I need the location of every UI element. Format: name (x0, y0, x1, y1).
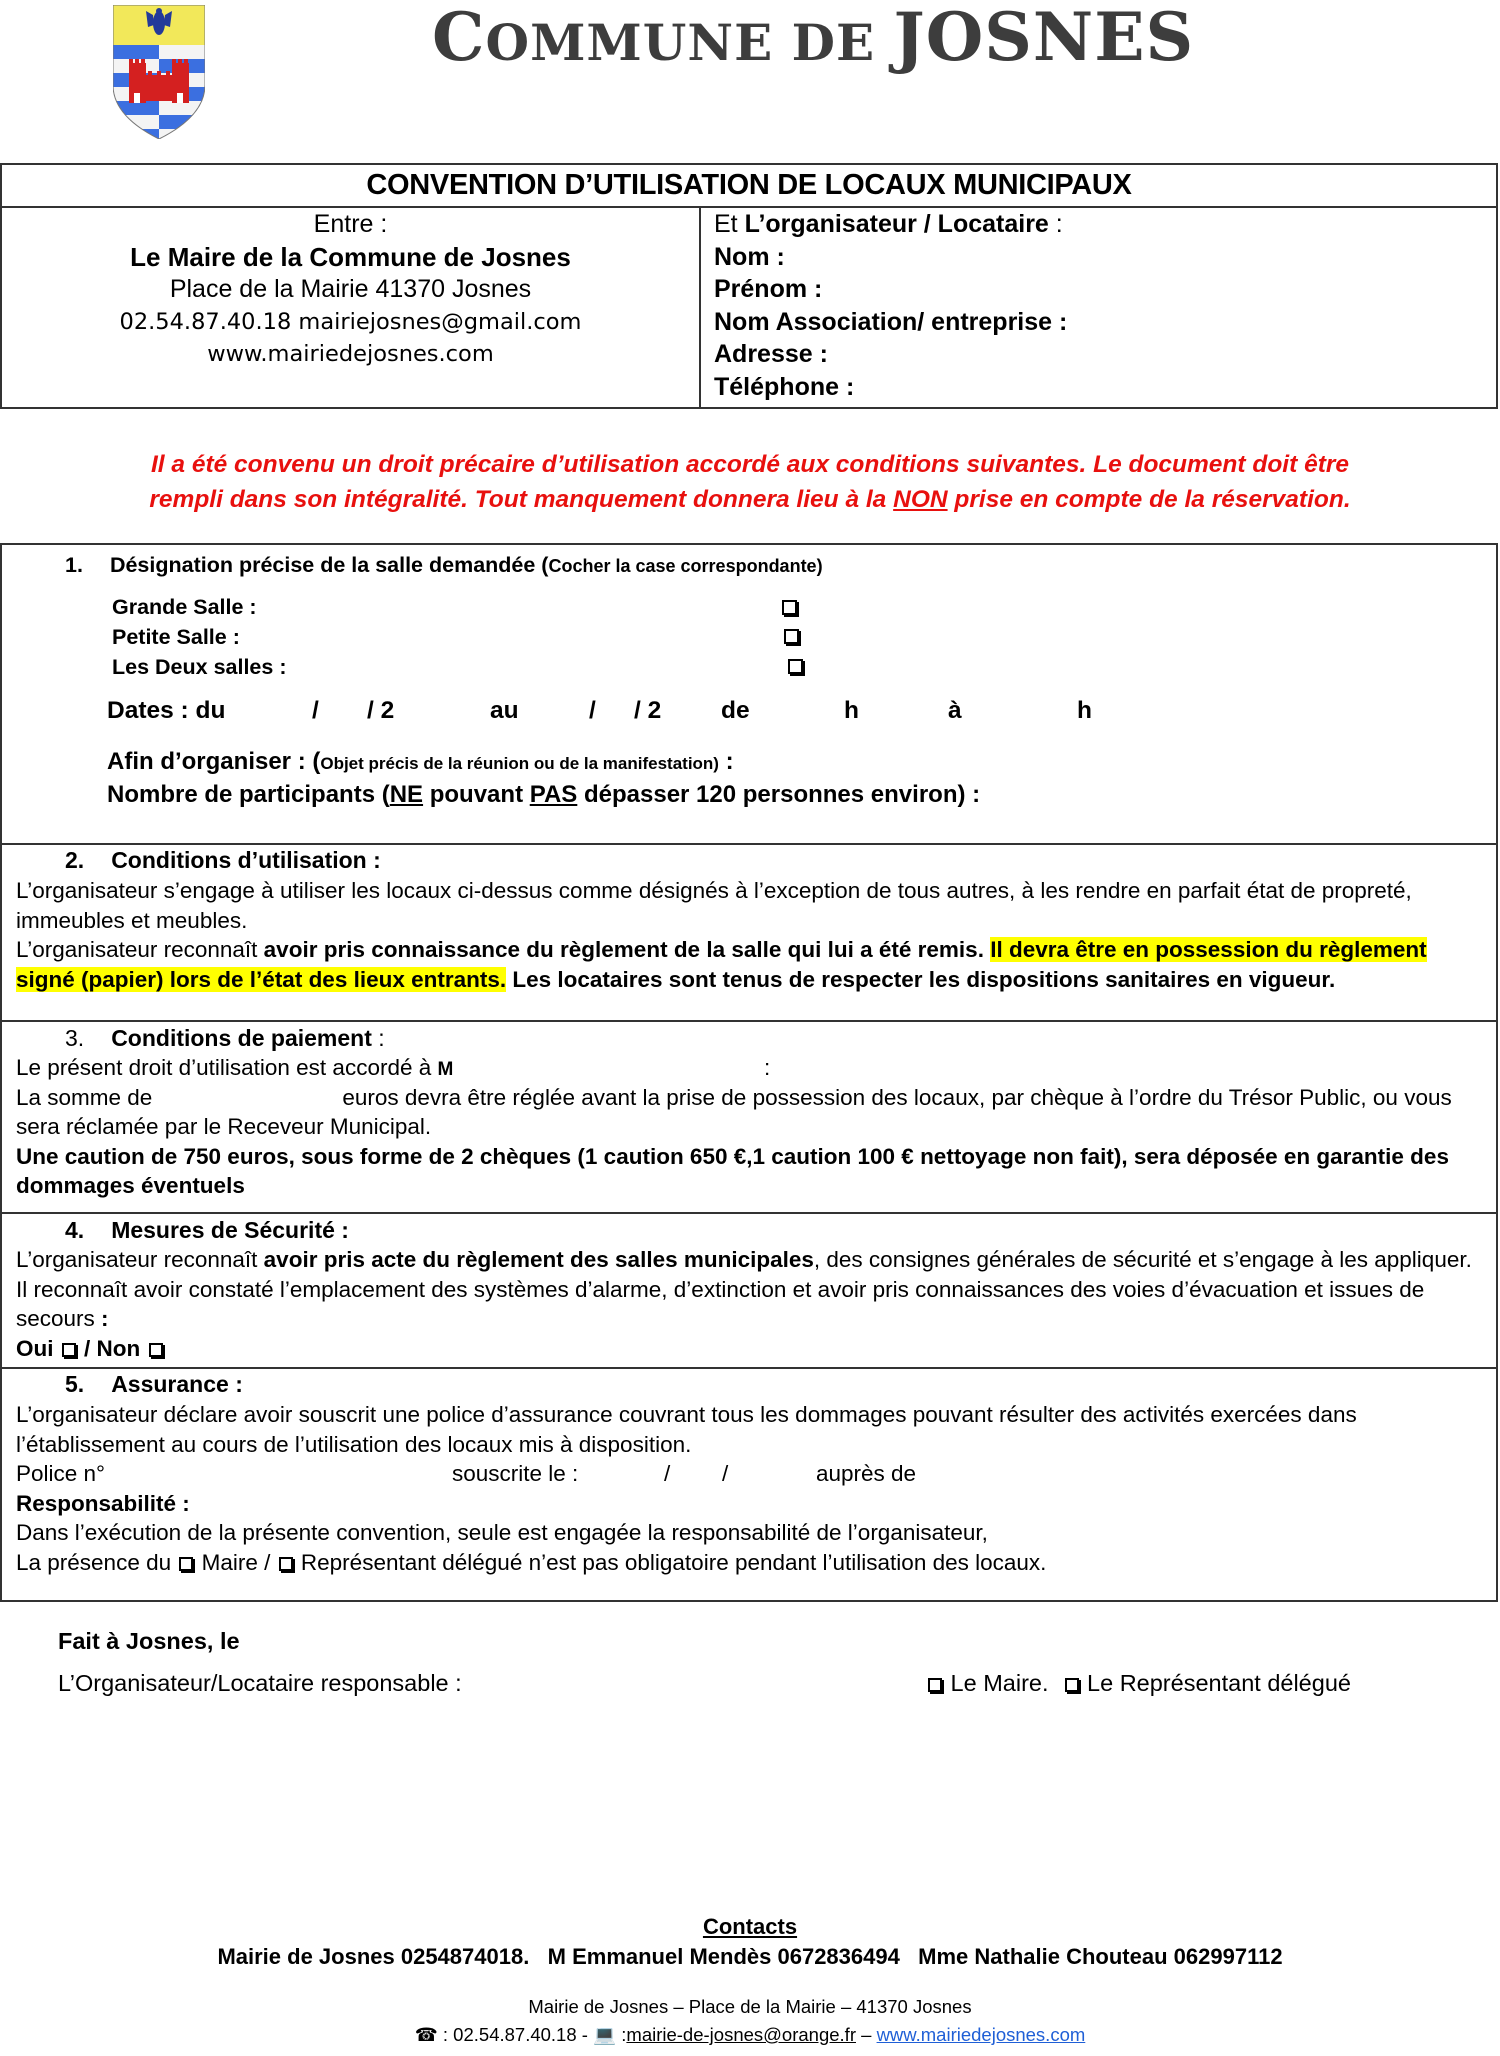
room-deux-salles: Les Deux salles : (112, 655, 287, 679)
representant-checkbox[interactable] (1065, 1678, 1079, 1692)
page-title: COMMUNE DE JOSNES (432, 0, 1195, 76)
footer-email-link[interactable]: mairie-de-josnes@orange.fr (626, 2024, 856, 2045)
dates-a: à (948, 697, 962, 724)
notice-line-1: Il a été convenu un droit précaire d’utilisation accordé aux conditions suivantes. Le document doit être (150, 451, 1350, 478)
section-5-assurance (0, 1367, 1498, 1602)
representant-presence-checkbox[interactable] (279, 1557, 293, 1571)
contacts-list: Mairie de Josnes 0254874018. M Emmanuel Mendès 0672836494 Mme Nathalie Chouteau 062997112 (217, 1944, 1283, 1969)
section-4-securite (0, 1212, 1498, 1369)
mairie-info (2, 208, 701, 407)
police-row (16, 1459, 1486, 1489)
footer-contact: ☎ : 02.54.87.40.18 - 💻 :mairie-de-josnes@orange.fr – www.mairiedejosnes.com (414, 2024, 1086, 2045)
room-grande-salle: Grande Salle : (112, 595, 257, 619)
responsabilite-p2: La présence du Maire / Représentant délégué n’est pas obligatoire pendant l’utilisation des locaux. (16, 1549, 1047, 1575)
dates-au: au (490, 697, 519, 724)
mairie-address: Place de la Mairie 41370 Josnes (169, 275, 532, 303)
fait-a-josnes[interactable]: Fait à Josnes, le (58, 1628, 240, 1654)
section-1-room (0, 543, 1498, 845)
section-2-conditions (0, 843, 1498, 1022)
souscrite-date-slash-2[interactable]: / (722, 1461, 729, 1486)
red-notice (0, 447, 1500, 517)
section-4-heading: 4. Mesures de Sécurité : (65, 1217, 349, 1243)
section-3-paiement (0, 1020, 1498, 1214)
adresse-field[interactable]: Adresse : (714, 340, 828, 369)
section-5-body (16, 1400, 1486, 1577)
section-4-body (16, 1245, 1486, 1363)
section-2-heading: 2. Conditions d’utilisation : (65, 847, 381, 873)
date-to-slash[interactable]: / (589, 697, 596, 724)
responsabilite-heading: Responsabilité : (16, 1490, 190, 1516)
organisateur-signature-label: L’Organisateur/Locataire responsable : (58, 1670, 462, 1696)
hour-to[interactable]: h (1077, 697, 1092, 724)
convention-title: CONVENTION D’UTILISATION DE LOCAUX MUNICIPAUX (2, 165, 1496, 208)
notice-line-2: rempli dans son intégralité. Tout manquement donnera lieu à la NON prise en compte de la réservation. (149, 486, 1351, 513)
participants-line[interactable]: Nombre de participants (NE pouvant PAS dépasser 120 personnes environ) : (107, 781, 981, 808)
dates-row (107, 697, 1207, 731)
computer-icon: 💻 (593, 2024, 617, 2045)
dates-de: de (721, 697, 750, 724)
convention-header-table (0, 163, 1498, 409)
souscrite-label: souscrite le : (452, 1461, 579, 1486)
section-3-line-2: La somme de euros devra être réglée avant la prise de possession des locaux, par chèque à l’ordre du Trésor Public, ou vous sera réclamée par le Receveur Municipal. (16, 1084, 1452, 1139)
room-list (112, 592, 286, 682)
police-number-field[interactable]: Police n° (16, 1461, 106, 1486)
telephone-field[interactable]: Téléphone : (714, 372, 855, 401)
nom-field[interactable]: Nom : (714, 242, 785, 271)
date-from-slash[interactable]: / (312, 697, 319, 724)
mairie-contact: 02.54.87.40.18 mairiejosnes@gmail.com (119, 308, 582, 335)
oui-checkbox[interactable] (62, 1343, 76, 1357)
caution-text: Une caution de 750 euros, sous forme de 2 chèques (1 caution 650 €,1 caution 100 € nettoyage non fait), sera déposée en garantie des dommages éventuels (16, 1143, 1449, 1198)
section-3-body (16, 1053, 1486, 1201)
section-2-p1: L’organisateur s’engage à utiliser les locaux ci-dessus comme désignés à l’exception de tous autres, à les rendre en parfait état de propreté, immeubles et meubles. (16, 878, 1412, 933)
section-3-line-1: Le présent droit d’utilisation est accordé à M : (16, 1055, 771, 1080)
maire-signature-options: Le Maire. Le Représentant délégué (926, 1670, 1351, 1697)
organisateur-info (714, 208, 1496, 407)
le-maire-checkbox[interactable] (928, 1678, 942, 1692)
petite-salle-checkbox[interactable] (784, 629, 799, 644)
footer-website-link[interactable]: www.mairiedejosnes.com (876, 2024, 1086, 2045)
maire-presence-checkbox[interactable] (179, 1557, 193, 1571)
section-2-body (16, 876, 1486, 994)
footer-address: Mairie de Josnes – Place de la Mairie – 41370 Josnes (528, 1996, 972, 2017)
room-petite-salle: Petite Salle : (112, 625, 240, 649)
telephone-icon: ☎ (414, 2024, 438, 2045)
section-1-heading: 1. Désignation précise de la salle demandée (Cocher la case correspondante) (65, 553, 823, 577)
responsabilite-p1: Dans l’exécution de la présente convention, seule est engagée la responsabilité de l’organisateur, (16, 1520, 988, 1545)
entre-label: Entre : (313, 210, 388, 238)
date-from-year[interactable]: / 2 (367, 697, 395, 724)
prenom-field[interactable]: Prénom : (714, 275, 823, 304)
deux-salles-checkbox[interactable] (788, 659, 803, 674)
hour-from[interactable]: h (844, 697, 859, 724)
mairie-website: www.mairiedejosnes.com (207, 341, 494, 367)
section-5-p1: L’organisateur déclare avoir souscrit une police d’assurance couvrant tous les dommages pouvant résulter des activités exercées dans l’établissement au cours de l’utilisation des locaux mis à disposition. (16, 1402, 1357, 1457)
association-field[interactable]: Nom Association/ entreprise : (714, 307, 1068, 336)
coat-of-arms-logo (113, 5, 205, 139)
date-to-year[interactable]: / 2 (634, 697, 662, 724)
organisateur-label: Et L’organisateur / Locataire : (714, 210, 1063, 238)
afin-organiser-line[interactable]: Afin d’organiser : (Objet précis de la réunion ou de la manifestation) : (107, 748, 734, 775)
section-2-p2: L’organisateur reconnaît avoir pris connaissance du règlement de la salle qui lui a été remis. Il devra être en possession du règlement signé (papier) lors de l’état des lieux entrants. Les locataires sont tenus de respecter les dispositions sanitaires en vigueur. (16, 937, 1427, 992)
dates-label: Dates : du (107, 697, 226, 724)
section-5-heading: 5. Assurance : (65, 1371, 243, 1397)
maire-label: Le Maire de la Commune de Josnes (130, 241, 571, 272)
grande-salle-checkbox[interactable] (782, 600, 797, 615)
souscrite-date-slash-1[interactable]: / (664, 1461, 671, 1486)
oui-non-row: Oui / Non (16, 1334, 1486, 1364)
contacts-heading: Contacts (702, 1914, 798, 1939)
section-3-heading: 3. Conditions de paiement : (65, 1025, 385, 1051)
aupres-field[interactable]: auprès de (816, 1461, 917, 1486)
non-checkbox[interactable] (149, 1343, 163, 1357)
section-4-paragraph: L’organisateur reconnaît avoir pris acte du règlement des salles municipales, des consignes générales de sécurité et s’engage à les appliquer. Il reconnaît avoir constaté l’emplacement des systèmes d’alarme, d’extinction et avoir pris connaissances des voies d’évacuation et issues de secours : (16, 1247, 1472, 1331)
